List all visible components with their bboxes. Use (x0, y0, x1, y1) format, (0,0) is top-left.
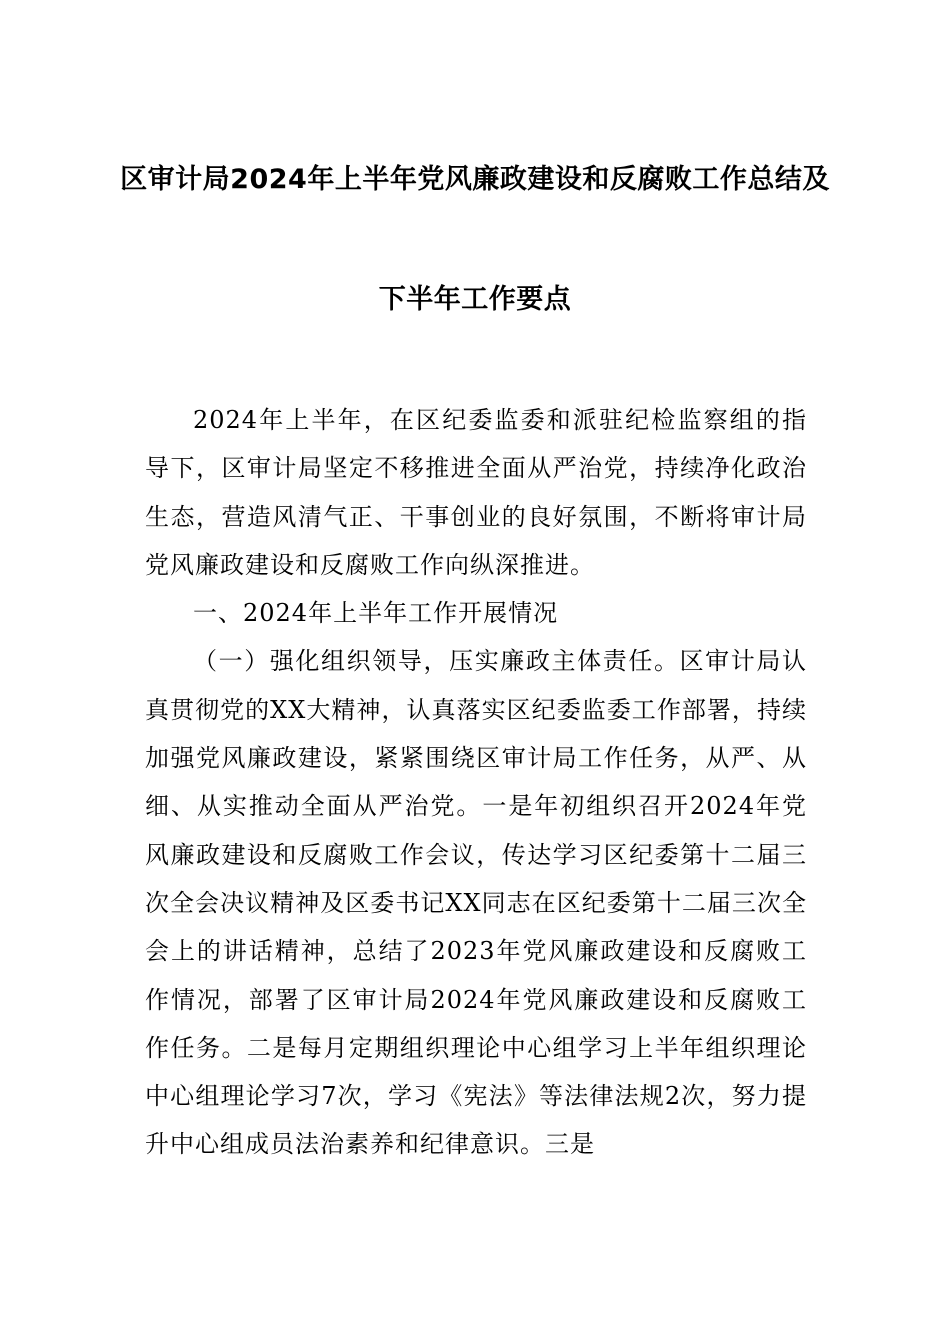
document-title-line-1: 区审计局2024年上半年党风廉政建设和反腐败工作总结及 (120, 164, 830, 195)
document-body (145, 396, 807, 1169)
intro-paragraph: 2024年上半年，在区纪委监委和派驻纪检监察组的指导下，区审计局坚定不移推进全面从严治党，持续净化政治生态，营造风清气正、干事创业的良好氛围，不断将审计局党风廉政建设和反腐败工作向纵深推进。 (145, 406, 807, 579)
document-title-line-2: 下半年工作要点 (378, 284, 572, 315)
section-paragraph: （一）强化组织领导，压实廉政主体责任。区审计局认真贯彻党的XX大精神，认真落实区纪委监委工作部署，持续加强党风廉政建设，紧紧围绕区审计局工作任务，从严、从细、从实推动全面从严治党。一是年初组织召开2024年党风廉政建设和反腐败工作会议，传达学习区纪委第十二届三次全会决议精神及区委书记XX同志在区纪委第十二届三次全会上的讲话精神，总结了2023年党风廉政建设和反腐败工作情况，部署了区审计局2024年党风廉政建设和反腐败工作任务。二是每月定期组织理论中心组学习上半年组织理论中心组理论学习7次，学习《宪法》等法律法规2次，努力提升中心组成员法治素养和纪律意识。三是 (145, 647, 807, 1159)
section-heading: 一、2024年上半年工作开展情况 (193, 599, 559, 628)
